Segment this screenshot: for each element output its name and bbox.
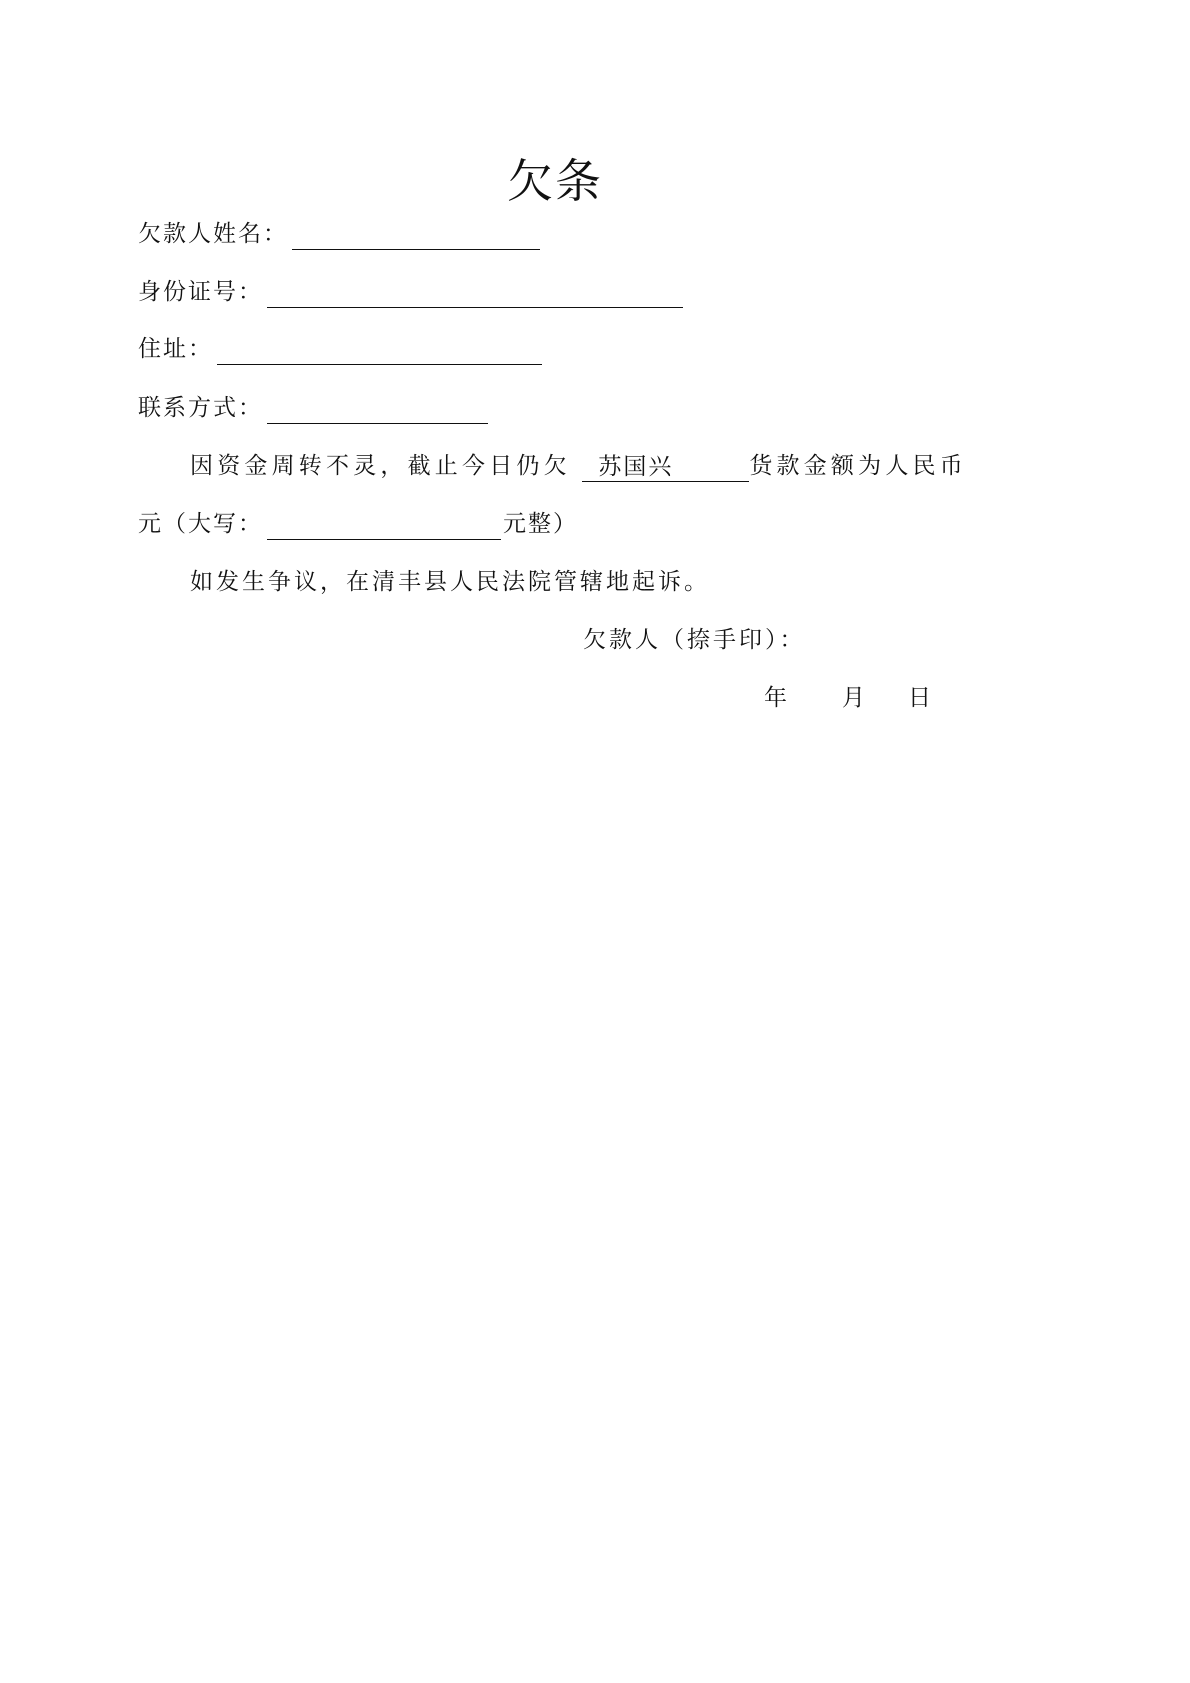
date-month: 月 [842, 685, 867, 711]
date-year: 年 [764, 685, 789, 711]
creditor-name-field[interactable]: 苏国兴 [582, 453, 749, 482]
debt-paragraph-line2 [138, 508, 578, 540]
debt-text-before: 因资金周转不灵，截止今日仍欠 [190, 453, 571, 479]
address-label: 住址： [138, 336, 213, 362]
dispute-clause: 如发生争议，在清丰县人民法院管辖地起诉。 [190, 569, 710, 595]
amount-uppercase-blank[interactable] [267, 511, 501, 540]
debt-text-after: 货款金额为人民币 [749, 453, 967, 479]
id-number-label: 身份证号： [138, 279, 263, 305]
id-number-blank[interactable] [267, 279, 683, 308]
debtor-name-row [138, 218, 540, 250]
signature-label: 欠款人（捺手印）： [583, 627, 806, 653]
debtor-name-blank[interactable] [292, 221, 540, 250]
id-number-row [138, 276, 683, 308]
amount-uppercase-label: 元（大写： [138, 511, 263, 537]
contact-label: 联系方式： [138, 395, 263, 421]
date-day: 日 [908, 685, 933, 711]
document-title: 欠条 [507, 154, 603, 208]
debtor-name-label: 欠款人姓名： [138, 221, 288, 247]
address-blank[interactable] [217, 336, 542, 365]
address-row [138, 333, 542, 365]
debt-paragraph-line1 [190, 450, 967, 482]
contact-row [138, 392, 488, 424]
amount-suffix: 元整） [503, 511, 578, 537]
contact-blank[interactable] [267, 395, 488, 424]
